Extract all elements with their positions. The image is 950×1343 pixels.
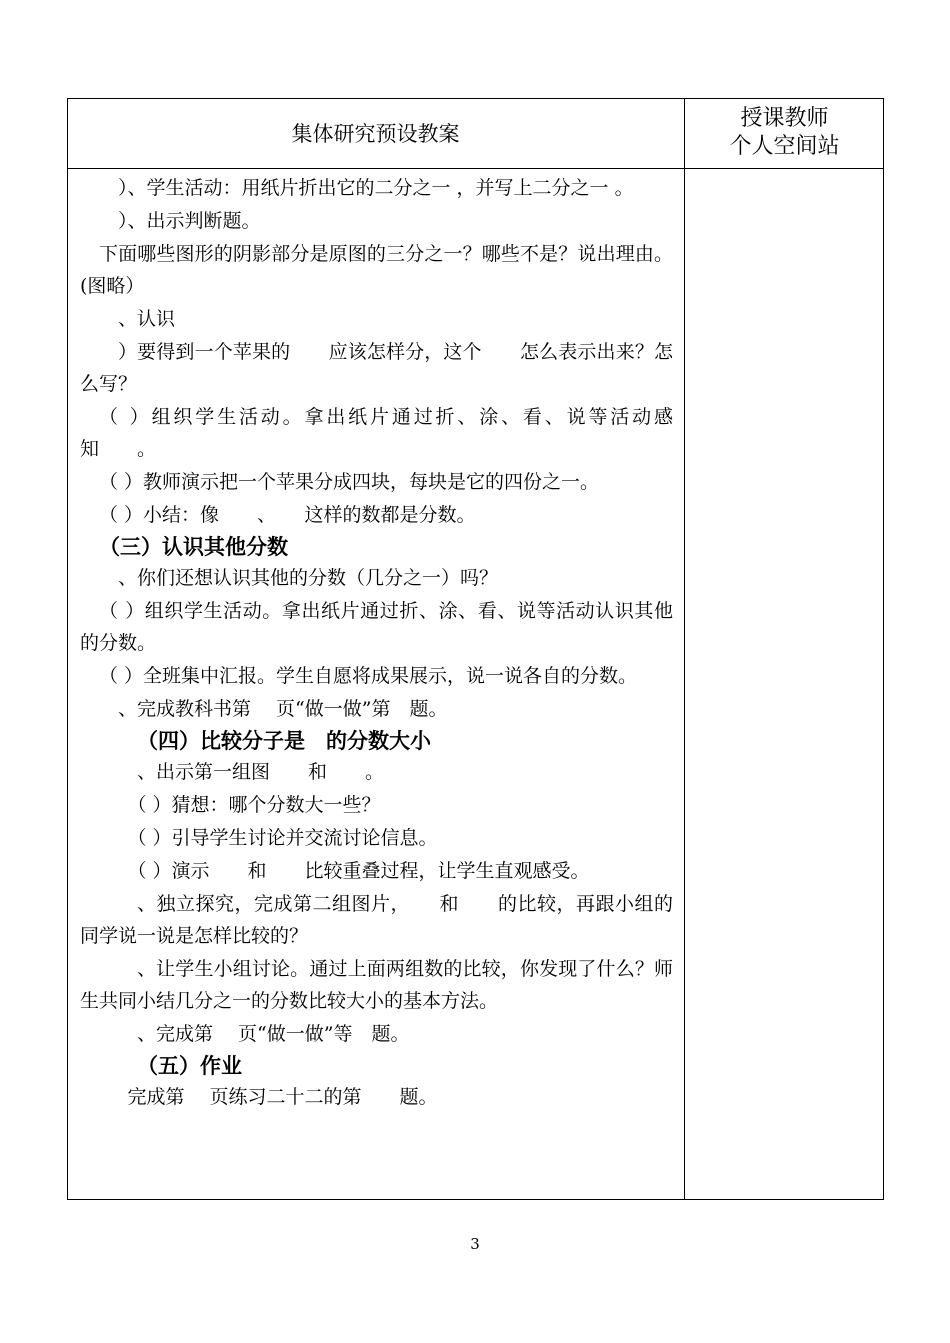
column-divider	[684, 98, 685, 1200]
lesson-paragraph: ）、出示判断题。	[118, 210, 261, 232]
header-divider	[67, 168, 884, 169]
lesson-content	[80, 172, 673, 1114]
lesson-paragraph: 完成第 页练习二十二的第 题。	[127, 1086, 438, 1108]
lesson-paragraph: （ ）教师演示把一个苹果分成四块，每块是它的四份之一。	[99, 471, 600, 493]
lesson-paragraph: （ ）引导学生讨论并交流讨论信息。	[127, 827, 438, 849]
lesson-paragraph: 、完成教科书第 页“做一做”第 题。	[118, 698, 448, 720]
lesson-paragraph: 、独立探究，完成第二组图片， 和 的比较，再跟小组的同学说一说是怎样比较的？	[80, 893, 673, 947]
lesson-paragraph: （ ）组织学生活动。拿出纸片通过折、涂、看、说等活动认识其他的分数。	[80, 600, 673, 654]
lesson-paragraph: 、你们还想认识其他的分数（几分之一）吗？	[118, 567, 499, 589]
lesson-paragraph: （ ）组织学生活动。拿出纸片通过折、涂、看、说等活动感知 。	[80, 406, 673, 460]
section-heading: （五）作业	[137, 1054, 242, 1078]
lesson-paragraph: 、认识	[118, 308, 176, 330]
teacher-column-header	[685, 98, 884, 168]
lesson-paragraph: ）要得到一个苹果的 应该怎样分，这个 怎么表示出来？怎么写？	[80, 341, 673, 395]
page-number: 3	[470, 1235, 480, 1253]
lesson-paragraph: 、让学生小组讨论。通过上面两组数的比较，你发现了什么？师生共同小结几分之一的分数比较大小的基本方法。	[80, 958, 673, 1012]
lesson-paragraph: ）、学生活动：用纸片折出它的二分之一 ，并写上二分之一 。	[118, 177, 634, 199]
lesson-paragraph: （ ）演示 和 比较重叠过程，让学生直观感受。	[127, 860, 590, 882]
lesson-paragraph: 下面哪些图形的阴影部分是原图的三分之一？哪些不是？说出理由。(图略）	[80, 243, 673, 297]
section-heading: （四）比较分子是 的分数大小	[137, 729, 431, 753]
section-heading: （三）认识其他分数	[99, 535, 288, 559]
lesson-paragraph: （ ）猜想：哪个分数大一些？	[127, 794, 381, 816]
lesson-paragraph: 、完成第 页“做一做”等 题。	[137, 1023, 410, 1045]
lesson-paragraph: （ ）小结：像 、 这样的数都是分数。	[99, 504, 476, 526]
lesson-paragraph: 、出示第一组图 和 。	[137, 761, 385, 783]
side-header-line-2: 个人空间站	[729, 134, 840, 159]
lesson-paragraph: （ ）全班集中汇报。学生自愿将成果展示，说一说各自的分数。	[99, 665, 638, 687]
side-header-line-1: 授课教师	[740, 106, 829, 131]
table-title: 集体研究预设教案	[291, 122, 460, 146]
